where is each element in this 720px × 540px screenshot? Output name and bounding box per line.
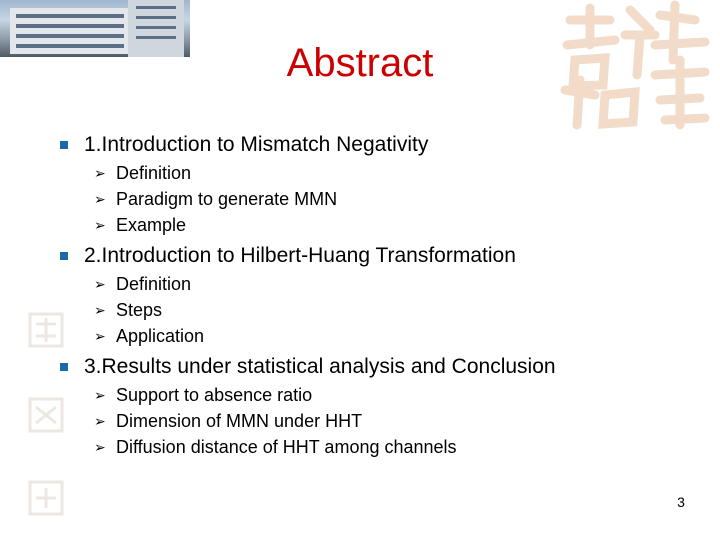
arrow-bullet-icon: ➢: [94, 302, 106, 318]
item-label: Definition: [116, 163, 192, 183]
arrow-bullet-icon: ➢: [94, 276, 106, 292]
item-label: Steps: [116, 300, 163, 320]
square-bullet-icon: [60, 363, 68, 371]
item-label: Support to absence ratio: [116, 385, 313, 405]
item-label: Paradigm to generate MMN: [116, 189, 338, 209]
item-label: Example: [116, 215, 187, 235]
side-seal-3: [26, 478, 66, 518]
item-label: Dimension of MMN under HHT: [116, 411, 363, 431]
arrow-bullet-icon: ➢: [94, 413, 106, 429]
arrow-bullet-icon: ➢: [94, 217, 106, 233]
item-label: Diffusion distance of HHT among channels: [116, 437, 457, 457]
section-2-label: 2.Introduction to Hilbert-Huang Transformation: [84, 244, 516, 267]
section-1-label: 1.Introduction to Mismatch Negativity: [84, 133, 429, 156]
page-number: 3: [677, 494, 685, 510]
arrow-bullet-icon: ➢: [94, 328, 106, 344]
item-label: Application: [116, 326, 205, 346]
arrow-bullet-icon: ➢: [94, 439, 106, 455]
slide-title: Abstract: [286, 41, 434, 85]
square-bullet-icon: [60, 141, 68, 149]
section-3-label: 3.Results under statistical analysis and Conclusion: [84, 355, 556, 378]
arrow-bullet-icon: ➢: [94, 387, 106, 403]
arrow-bullet-icon: ➢: [94, 165, 106, 181]
side-seal-2: [26, 395, 66, 435]
side-seal-1: [26, 310, 66, 350]
item-label: Definition: [116, 274, 192, 294]
square-bullet-icon: [60, 252, 68, 260]
arrow-bullet-icon: ➢: [94, 191, 106, 207]
